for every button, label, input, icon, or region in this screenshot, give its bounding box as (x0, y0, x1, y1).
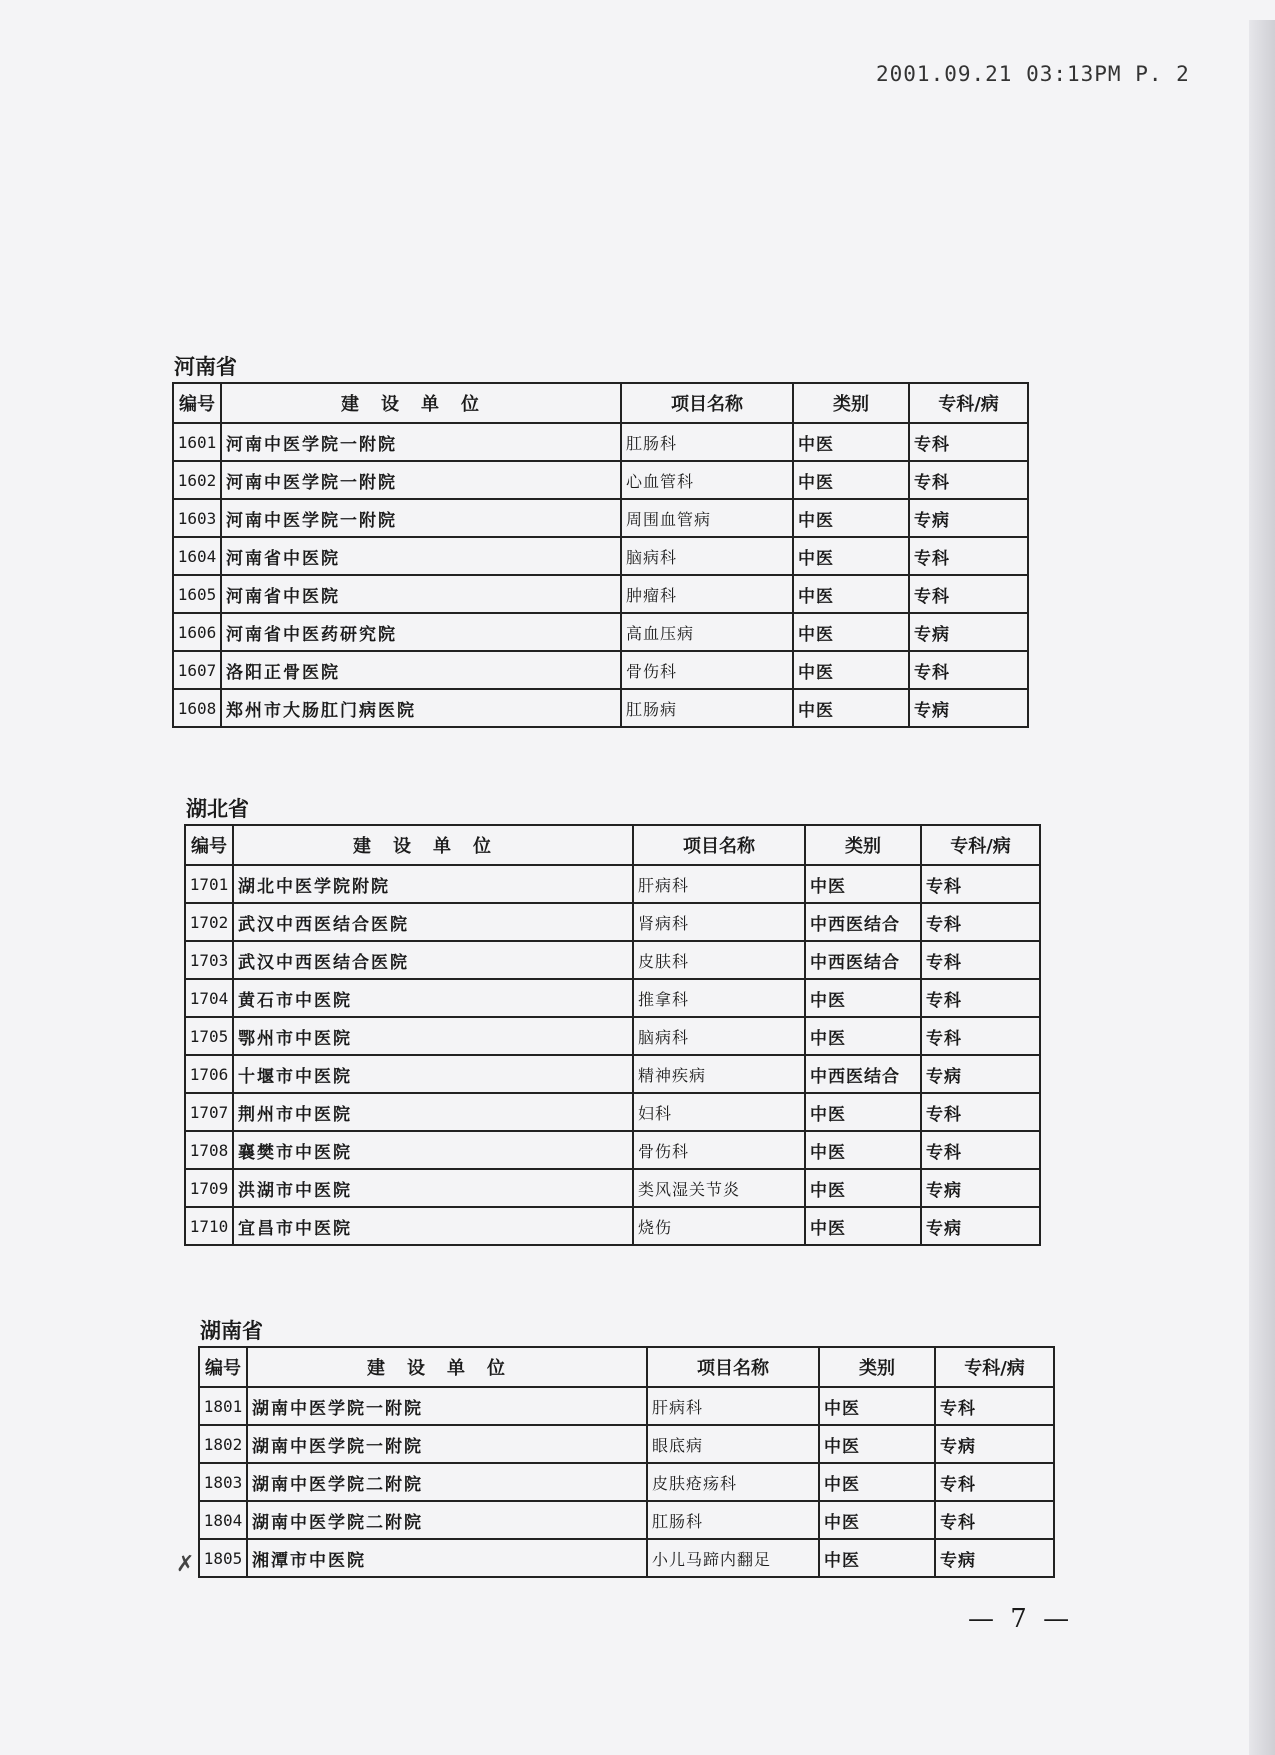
cell-category: 中医 (793, 461, 909, 499)
project-table (198, 1346, 1055, 1578)
cell-project: 肛肠科 (647, 1501, 819, 1539)
cell-specialty: 专科 (935, 1501, 1054, 1539)
cell-specialty: 专科 (909, 461, 1028, 499)
cell-number: 1601 (173, 423, 221, 461)
cell-category: 中医 (805, 1017, 921, 1055)
cell-category: 中西医结合 (805, 1055, 921, 1093)
table-header-row (173, 383, 1028, 423)
cell-number: 1603 (173, 499, 221, 537)
cell-category: 中医 (805, 1093, 921, 1131)
header-number: 编号 (185, 825, 233, 865)
cell-unit: 黄石市中医院 (233, 979, 633, 1017)
cell-unit: 河南中医学院一附院 (221, 499, 621, 537)
cell-category: 中医 (793, 689, 909, 727)
cell-unit: 荆州市中医院 (233, 1093, 633, 1131)
table-row (185, 865, 1040, 903)
table-row (173, 461, 1028, 499)
header-project: 项目名称 (647, 1347, 819, 1387)
cell-unit: 襄樊市中医院 (233, 1131, 633, 1169)
cell-project: 推拿科 (633, 979, 805, 1017)
cell-category: 中医 (793, 499, 909, 537)
table-row (199, 1501, 1054, 1539)
table-row (185, 941, 1040, 979)
table-row (185, 1055, 1040, 1093)
cell-project: 肝病科 (647, 1387, 819, 1425)
cell-number: 1804 (199, 1501, 247, 1539)
cell-project: 心血管科 (621, 461, 793, 499)
cell-specialty: 专科 (935, 1463, 1054, 1501)
cell-unit: 湖南中医学院一附院 (247, 1425, 647, 1463)
cell-specialty: 专科 (909, 423, 1028, 461)
table-header-row (199, 1347, 1054, 1387)
cell-category: 中医 (793, 613, 909, 651)
table-row (185, 1017, 1040, 1055)
cell-category: 中医 (805, 979, 921, 1017)
project-table (172, 382, 1029, 728)
header-unit: 建设单位 (221, 383, 621, 423)
cell-project: 烧伤 (633, 1207, 805, 1245)
cell-number: 1709 (185, 1169, 233, 1207)
fax-timestamp: 2001.09.21 03:13PM P. 2 (876, 62, 1190, 86)
cell-category: 中医 (805, 1131, 921, 1169)
cell-category: 中医 (805, 865, 921, 903)
cell-unit: 武汉中西医结合医院 (233, 941, 633, 979)
cell-project: 高血压病 (621, 613, 793, 651)
header-category: 类别 (805, 825, 921, 865)
cell-unit: 河南省中医院 (221, 575, 621, 613)
cell-project: 肿瘤科 (621, 575, 793, 613)
cell-category: 中医 (805, 1207, 921, 1245)
cell-number: 1604 (173, 537, 221, 575)
cell-number: 1702 (185, 903, 233, 941)
cell-number: 1805 (199, 1539, 247, 1577)
table-row (173, 689, 1028, 727)
cell-specialty: 专科 (935, 1387, 1054, 1425)
cell-project: 皮肤科 (633, 941, 805, 979)
cell-category: 中医 (793, 423, 909, 461)
cell-project: 肝病科 (633, 865, 805, 903)
project-table (184, 824, 1041, 1246)
cell-unit: 武汉中西医结合医院 (233, 903, 633, 941)
section-henan (172, 352, 1029, 728)
cell-specialty: 专病 (909, 613, 1028, 651)
province-title: 湖北省 (186, 797, 249, 821)
cell-unit: 宜昌市中医院 (233, 1207, 633, 1245)
table-row (185, 1093, 1040, 1131)
cell-unit: 湘潭市中医院 (247, 1539, 647, 1577)
header-category: 类别 (819, 1347, 935, 1387)
cell-specialty: 专病 (909, 499, 1028, 537)
table-row (173, 613, 1028, 651)
cell-unit: 河南中医学院一附院 (221, 461, 621, 499)
cell-number: 1607 (173, 651, 221, 689)
cell-specialty: 专科 (921, 979, 1040, 1017)
cell-number: 1602 (173, 461, 221, 499)
cell-number: 1802 (199, 1425, 247, 1463)
header-unit: 建设单位 (247, 1347, 647, 1387)
cell-project: 妇科 (633, 1093, 805, 1131)
cell-specialty: 专科 (921, 941, 1040, 979)
table-row (185, 1131, 1040, 1169)
cell-unit: 郑州市大肠肛门病医院 (221, 689, 621, 727)
cell-category: 中医 (793, 651, 909, 689)
header-specialty: 专科/病 (935, 1347, 1054, 1387)
cell-unit: 河南省中医院 (221, 537, 621, 575)
header-number: 编号 (173, 383, 221, 423)
section-hunan (198, 1316, 1055, 1578)
table-row (185, 903, 1040, 941)
cell-unit: 湖南中医学院二附院 (247, 1501, 647, 1539)
table-row (199, 1425, 1054, 1463)
table-row (199, 1463, 1054, 1501)
cell-category: 中医 (793, 537, 909, 575)
cell-project: 骨伤科 (633, 1131, 805, 1169)
cell-project: 肛肠科 (621, 423, 793, 461)
table-row (199, 1539, 1054, 1577)
cell-project: 皮肤疮疡科 (647, 1463, 819, 1501)
cell-number: 1705 (185, 1017, 233, 1055)
cell-project: 脑病科 (633, 1017, 805, 1055)
section-hubei (184, 794, 1041, 1246)
table-row (173, 537, 1028, 575)
cell-category: 中医 (819, 1463, 935, 1501)
table-row (185, 1207, 1040, 1245)
header-specialty: 专科/病 (909, 383, 1028, 423)
cell-number: 1704 (185, 979, 233, 1017)
cell-unit: 洛阳正骨医院 (221, 651, 621, 689)
cell-specialty: 专病 (921, 1055, 1040, 1093)
table-row (173, 651, 1028, 689)
cell-specialty: 专科 (921, 1017, 1040, 1055)
cell-project: 肾病科 (633, 903, 805, 941)
header-project: 项目名称 (621, 383, 793, 423)
table-header-row (185, 825, 1040, 865)
cell-unit: 湖南中医学院一附院 (247, 1387, 647, 1425)
cell-number: 1801 (199, 1387, 247, 1425)
cell-project: 骨伤科 (621, 651, 793, 689)
cell-specialty: 专病 (909, 689, 1028, 727)
page-number: — 7 — (968, 1604, 1074, 1634)
cell-unit: 河南省中医药研究院 (221, 613, 621, 651)
cell-specialty: 专科 (921, 1093, 1040, 1131)
cell-unit: 湖南中医学院二附院 (247, 1463, 647, 1501)
province-title: 河南省 (174, 355, 237, 379)
cell-category: 中医 (819, 1501, 935, 1539)
cell-specialty: 专科 (909, 651, 1028, 689)
cell-number: 1701 (185, 865, 233, 903)
table-row (199, 1387, 1054, 1425)
cell-specialty: 专科 (921, 865, 1040, 903)
province-title: 湖南省 (200, 1319, 263, 1343)
cell-unit: 河南中医学院一附院 (221, 423, 621, 461)
cell-project: 小儿马蹄内翻足 (647, 1539, 819, 1577)
cell-specialty: 专科 (909, 575, 1028, 613)
table-row (185, 979, 1040, 1017)
cell-project: 精神疾病 (633, 1055, 805, 1093)
cell-number: 1706 (185, 1055, 233, 1093)
cell-category: 中医 (819, 1387, 935, 1425)
cell-specialty: 专科 (909, 537, 1028, 575)
table-row (185, 1169, 1040, 1207)
cell-specialty: 专病 (935, 1539, 1054, 1577)
header-project: 项目名称 (633, 825, 805, 865)
cell-category: 中西医结合 (805, 941, 921, 979)
cell-number: 1710 (185, 1207, 233, 1245)
cell-specialty: 专病 (921, 1169, 1040, 1207)
header-unit: 建设单位 (233, 825, 633, 865)
cell-project: 眼底病 (647, 1425, 819, 1463)
cell-number: 1707 (185, 1093, 233, 1131)
header-category: 类别 (793, 383, 909, 423)
handwritten-check-mark: ✗ (176, 1552, 195, 1577)
cell-project: 脑病科 (621, 537, 793, 575)
cell-category: 中医 (819, 1539, 935, 1577)
cell-number: 1608 (173, 689, 221, 727)
table-row (173, 575, 1028, 613)
cell-project: 周围血管病 (621, 499, 793, 537)
cell-category: 中医 (793, 575, 909, 613)
scan-edge-shadow (1249, 20, 1275, 1755)
table-row (173, 423, 1028, 461)
table-row (173, 499, 1028, 537)
cell-unit: 洪湖市中医院 (233, 1169, 633, 1207)
cell-specialty: 专科 (921, 903, 1040, 941)
cell-number: 1703 (185, 941, 233, 979)
cell-unit: 湖北中医学院附院 (233, 865, 633, 903)
cell-category: 中西医结合 (805, 903, 921, 941)
cell-category: 中医 (805, 1169, 921, 1207)
cell-specialty: 专病 (921, 1207, 1040, 1245)
cell-specialty: 专科 (921, 1131, 1040, 1169)
cell-specialty: 专病 (935, 1425, 1054, 1463)
cell-number: 1803 (199, 1463, 247, 1501)
cell-unit: 十堰市中医院 (233, 1055, 633, 1093)
cell-number: 1605 (173, 575, 221, 613)
cell-category: 中医 (819, 1425, 935, 1463)
header-specialty: 专科/病 (921, 825, 1040, 865)
cell-number: 1606 (173, 613, 221, 651)
cell-project: 肛肠病 (621, 689, 793, 727)
cell-number: 1708 (185, 1131, 233, 1169)
cell-project: 类风湿关节炎 (633, 1169, 805, 1207)
cell-unit: 鄂州市中医院 (233, 1017, 633, 1055)
header-number: 编号 (199, 1347, 247, 1387)
